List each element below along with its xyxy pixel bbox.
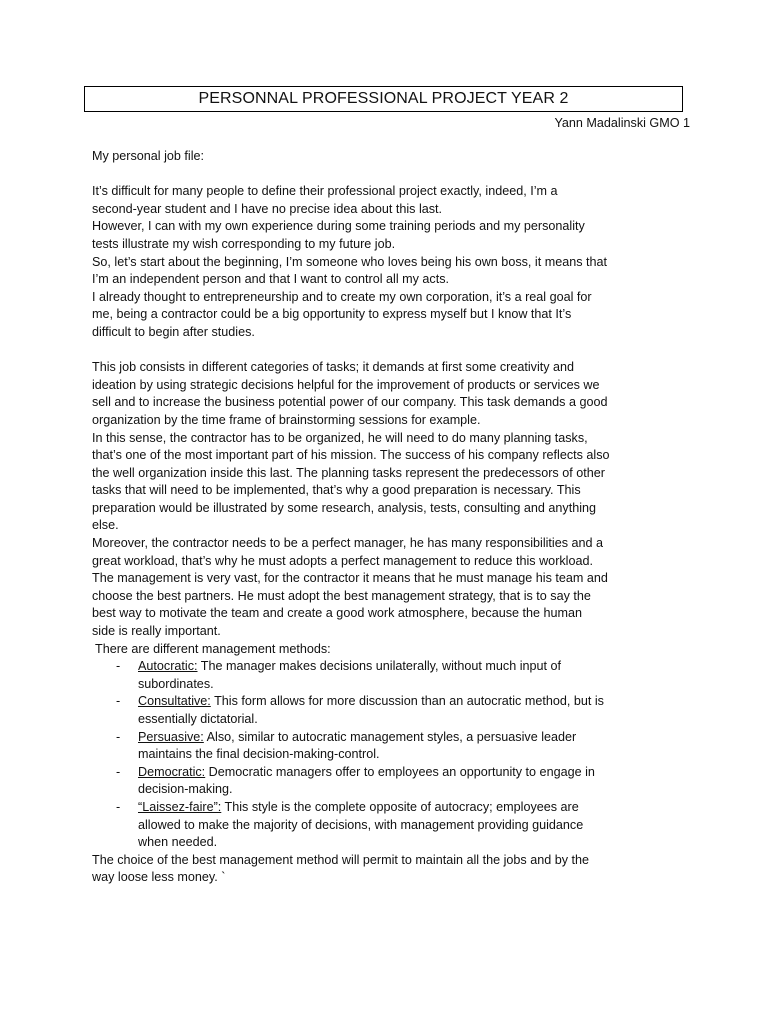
list-item xyxy=(92,799,684,852)
section-heading: My personal job file: xyxy=(92,149,204,163)
paragraph-gap xyxy=(92,166,684,184)
method-term: Consultative: xyxy=(138,694,211,709)
author-line: Yann Madalinski GMO 1 xyxy=(554,116,690,130)
method-text: subordinates. xyxy=(138,676,214,691)
text-line: However, I can with my own experience during some training periods and my personality xyxy=(92,219,585,234)
method-term: Autocratic: xyxy=(138,659,198,674)
text-line: way loose less money. ` xyxy=(92,870,226,885)
text-line: preparation would be illustrated by some research, analysis, tests, consulting and anything xyxy=(92,500,597,515)
method-text: Democratic managers offer to employees an opportunity to engage in xyxy=(205,764,595,779)
text-line: tasks that will need to be implemented, that’s why a good preparation is necessary. This xyxy=(92,483,581,498)
method-text: essentially dictatorial. xyxy=(138,712,258,726)
method-text: This form allows for more discussion than an autocratic method, but is xyxy=(210,694,604,709)
text-line: ideation by using strategic decisions helpful for the improvement of products or services we xyxy=(92,377,600,392)
paragraph-gap xyxy=(92,342,684,360)
method-text: The manager makes decisions unilaterally, without much input of xyxy=(197,659,562,674)
text-line: I’m an independent person and that I want to control all my acts. xyxy=(92,272,450,287)
list-dash: - xyxy=(116,694,121,709)
method-term: Persuasive: xyxy=(138,729,204,744)
text-line: me, being a contractor could be a big opportunity to express myself but I know that It’s xyxy=(92,307,572,322)
method-text: allowed to make the majority of decisions, with management providing guidance xyxy=(138,817,584,832)
list-dash: - xyxy=(116,764,121,779)
method-text: maintains the final decision-making-control. xyxy=(138,747,380,762)
text-line: organization by the time frame of brainstorming sessions for example. xyxy=(92,412,481,427)
text-line: The choice of the best management method will permit to maintain all the jobs and by the xyxy=(92,852,590,867)
method-term: Democratic: xyxy=(138,764,206,779)
text-line: difficult to begin after studies. xyxy=(92,324,255,339)
method-text: decision-making. xyxy=(138,782,233,797)
text-line: great workload, that’s why he must adopts a perfect management to reduce this workload. xyxy=(92,553,593,568)
paragraph-conclusion xyxy=(92,852,684,887)
text-line: The management is very vast, for the contractor it means that he must manage his team and xyxy=(92,571,608,586)
list-dash: - xyxy=(116,729,121,744)
document-title-box xyxy=(84,86,683,112)
document-body xyxy=(92,148,684,887)
text-line: Moreover, the contractor needs to be a perfect manager, he has many responsibilities and a xyxy=(92,536,604,551)
list-dash: - xyxy=(116,659,121,674)
methods-intro: There are different management methods: xyxy=(95,641,331,656)
method-text: This style is the complete opposite of autocracy; employees are xyxy=(221,799,579,814)
text-line: I already thought to entrepreneurship and to create my own corporation, it’s a real goal for xyxy=(92,289,592,304)
text-line: sell and to increase the business potential power of our company. This task demands a good xyxy=(92,395,608,410)
text-line: In this sense, the contractor has to be organized, he will need to do many planning tasks, xyxy=(92,430,588,445)
text-line: second-year student and I have no precise idea about this last. xyxy=(92,201,443,216)
text-line: best way to motivate the team and create a good work atmosphere, because the human xyxy=(92,606,583,621)
method-term: “Laissez-faire”: xyxy=(138,799,222,814)
document-title: PERSONNAL PROFESSIONAL PROJECT YEAR 2 xyxy=(198,90,569,107)
list-item xyxy=(92,658,684,693)
text-line: It’s difficult for many people to define their professional project exactly, indeed, I’m a xyxy=(92,184,558,199)
text-line: that’s one of the most important part of his mission. The success of his company reflects also xyxy=(92,448,610,463)
text-line: So, let’s start about the beginning, I’m someone who loves being his own boss, it means that xyxy=(92,254,608,269)
paragraph-intro xyxy=(92,183,684,341)
method-text: when needed. xyxy=(138,835,218,850)
text-line: tests illustrate my wish corresponding to my future job. xyxy=(92,236,396,251)
text-line: choose the best partners. He must adopt the best management strategy, that is to say the xyxy=(92,588,591,603)
text-line: the well organization inside this last. The planning tasks represent the predecessors of other xyxy=(92,465,605,480)
list-dash: - xyxy=(116,799,121,814)
text-line: side is really important. xyxy=(92,624,221,639)
text-line: This job consists in different categories of tasks; it demands at first some creativity and xyxy=(92,360,575,375)
list-item xyxy=(92,729,684,764)
management-methods-list xyxy=(92,658,684,852)
method-text: Also, similar to autocratic management styles, a persuasive leader xyxy=(203,729,577,744)
list-item xyxy=(92,693,684,728)
paragraph-job-tasks xyxy=(92,359,684,641)
text-line: else. xyxy=(92,518,119,533)
list-item xyxy=(92,764,684,799)
